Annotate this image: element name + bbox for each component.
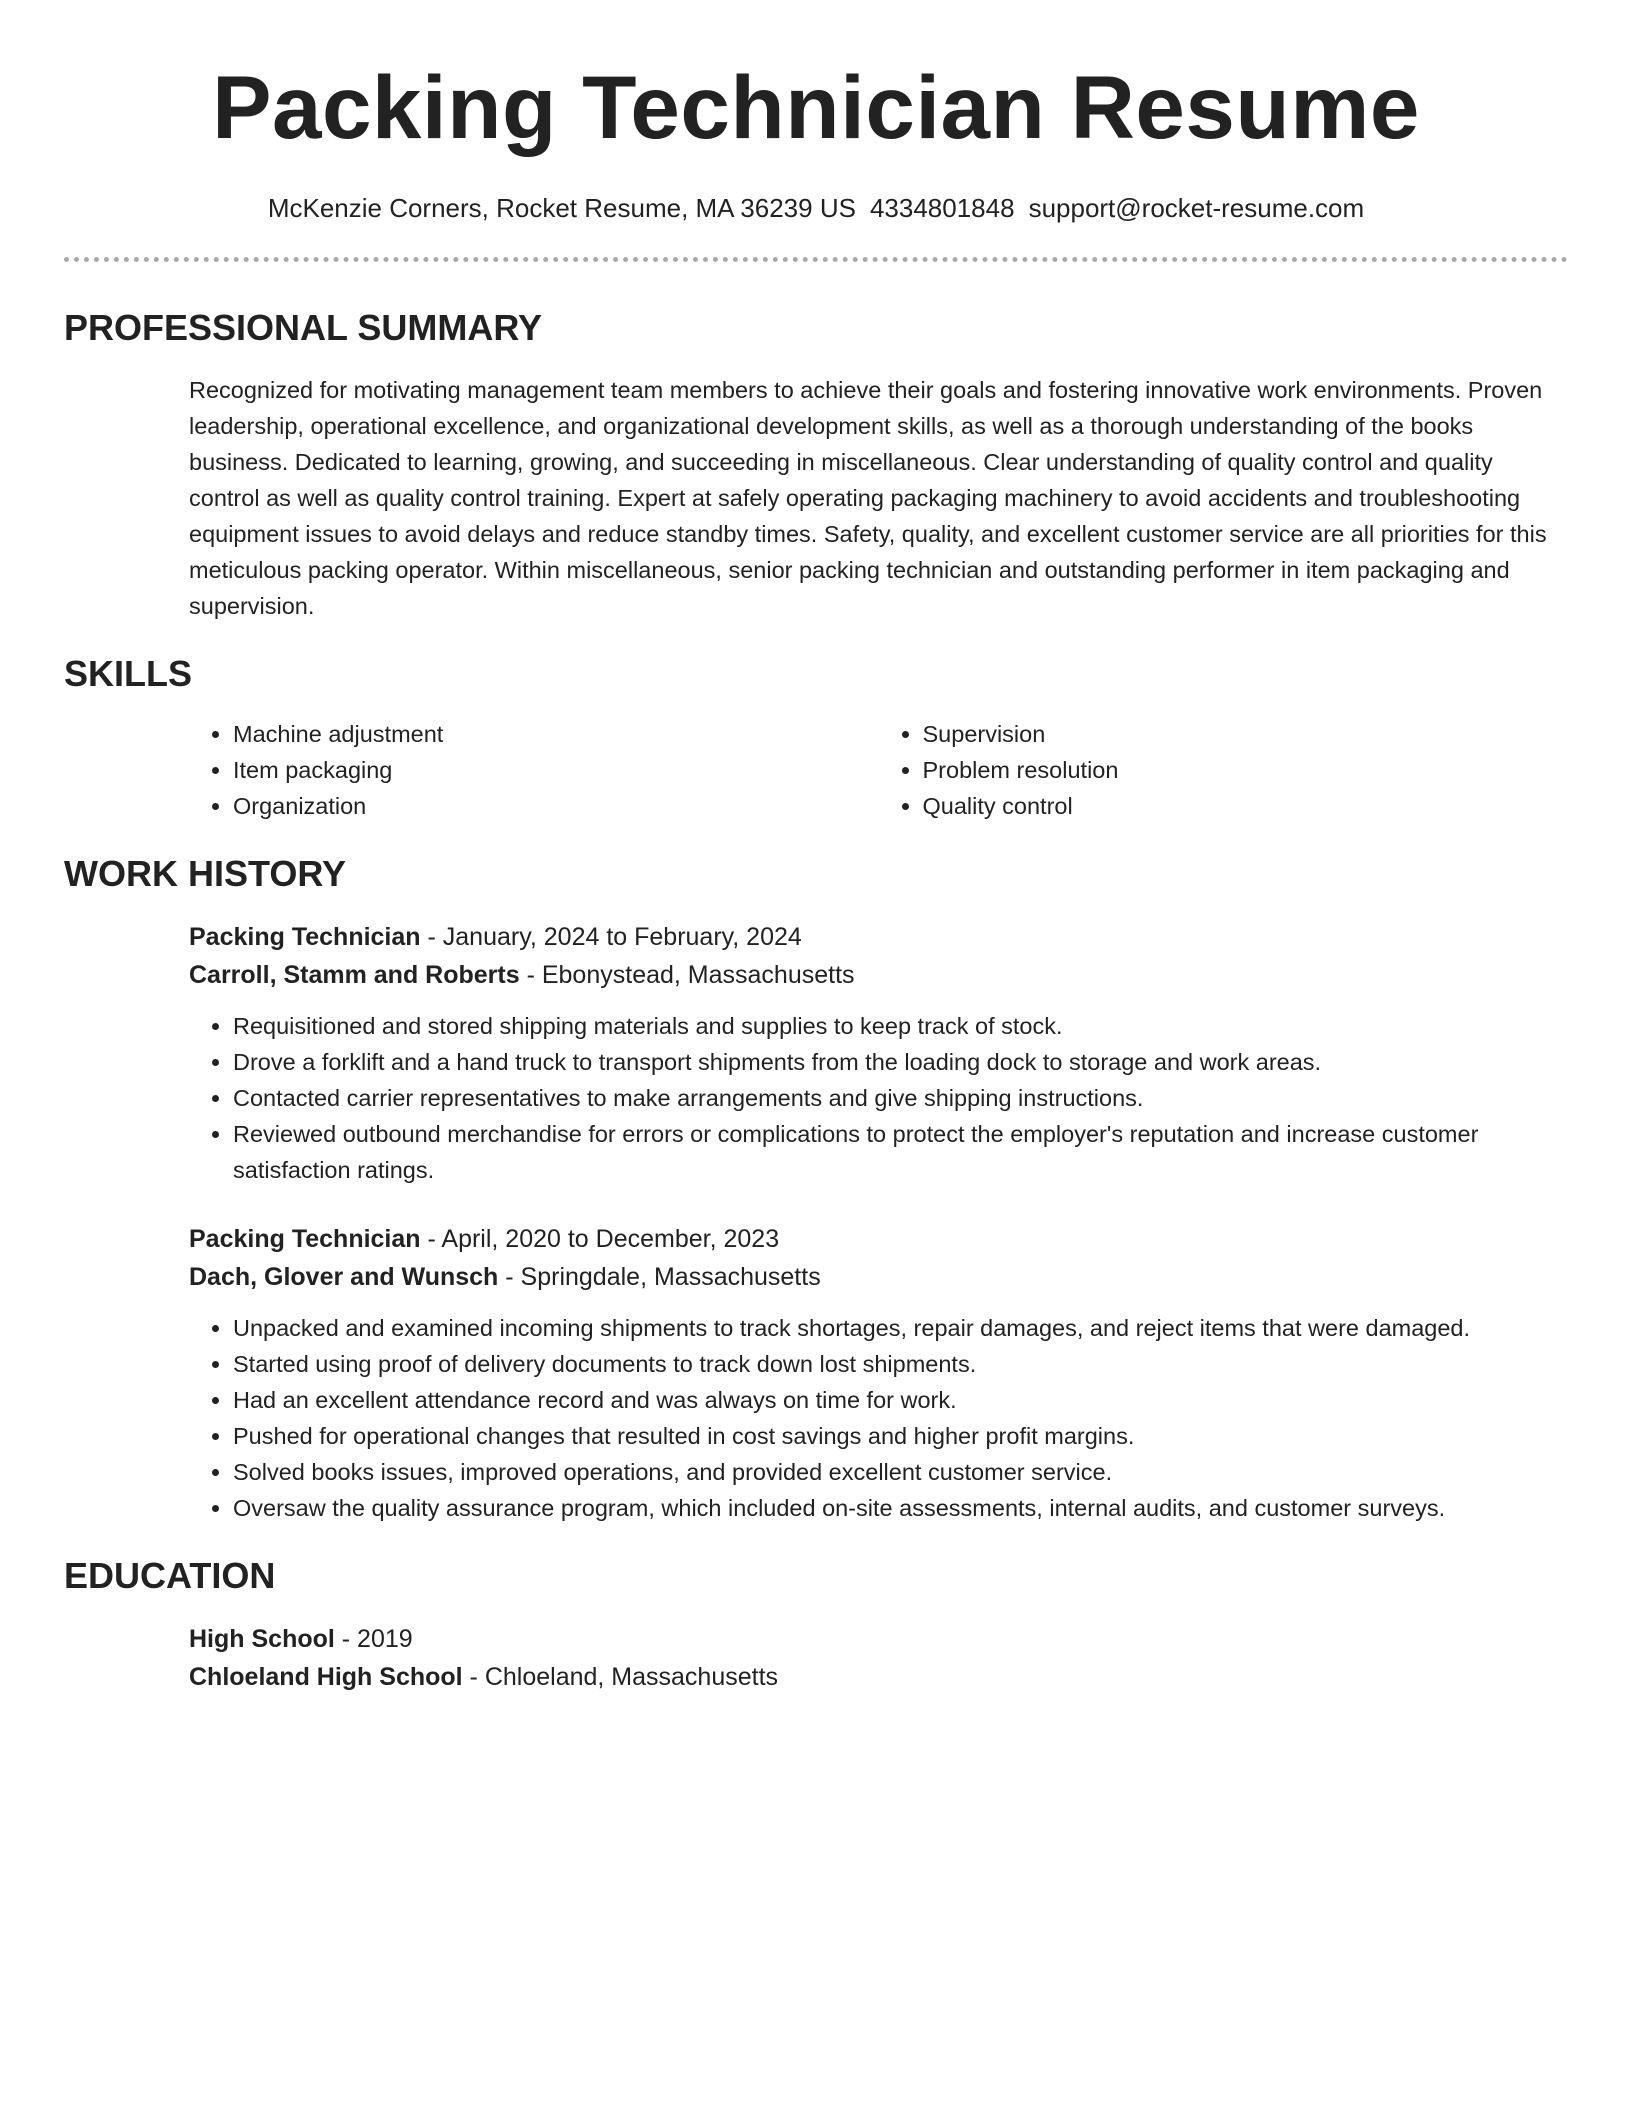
job-bullets [189,1008,1568,1188]
skill-item: • Problem resolution [923,752,1569,788]
skill-item: • Item packaging [233,752,879,788]
education-year: - 2019 [334,1625,413,1653]
summary-text: Recognized for motivating management team members to achieve their goals and fostering innovative work environments. Proven leadership, operational excellence, and organizational development skills, as well as a thorough understanding of the books business. Dedicated to learning, growing, and succeeding in miscellaneous. Clear understanding of quality control and quality control as well as quality control training. Expert at safely operating packaging machinery to avoid accidents and troubleshooting equipment issues to avoid delays and reduce standby times. Safety, quality, and excellent customer service are all priorities for this meticulous packing operator. Within miscellaneous, senior packing technician and outstanding performer in item packaging and supervision. [189,377,1547,619]
job-dates: - April, 2020 to December, 2023 [420,1225,780,1253]
job-title-line [189,1220,1568,1258]
education-degree: High School [189,1625,335,1653]
job-bullet: • Started using proof of delivery documents to track down lost shipments. [233,1346,1568,1382]
header-divider [64,257,1568,262]
resume-header [64,0,1568,226]
job-bullet: • Solved books issues, improved operations, and provided excellent customer service. [233,1454,1568,1490]
job-bullet: • Contacted carrier representatives to make arrangements and give shipping instructions. [233,1080,1568,1116]
education-entry [64,1620,1568,1696]
skill-item: • Organization [233,788,879,824]
education-school: Chloeland High School [189,1663,463,1691]
skills-list [64,716,1568,824]
contact-email: support@rocket-resume.com [1028,193,1365,223]
job-dates: - January, 2024 to February, 2024 [420,923,802,951]
job-company: Carroll, Stamm and Roberts [189,961,520,989]
job-location: - Ebonystead, Massachusetts [519,961,855,989]
skills-column-right [879,716,1569,824]
contact-address: McKenzie Corners, Rocket Resume, MA 36239 US [267,193,856,223]
job-bullets [189,1310,1568,1526]
summary-section [64,372,1568,624]
job-bullet: • Oversaw the quality assurance program, which included on-site assessments, internal audits, and customer surveys. [233,1490,1568,1526]
job-bullet: • Drove a forklift and a hand truck to transport shipments from the loading dock to storage and work areas. [233,1044,1568,1080]
job-entry [64,1220,1568,1526]
education-degree-line [189,1620,1568,1658]
resume-title: Packing Technician Resume [212,57,1420,157]
education-school-line [189,1658,1568,1696]
skill-item: • Supervision [923,716,1569,752]
job-company-line [189,1258,1568,1296]
skill-item: • Quality control [923,788,1569,824]
education-heading: EDUCATION [64,1555,276,1596]
education-location: - Chloeland, Massachusetts [462,1663,779,1691]
summary-heading: PROFESSIONAL SUMMARY [64,307,543,348]
job-location: - Springdale, Massachusetts [498,1263,821,1291]
job-title-line [189,918,1568,956]
work-history-heading: WORK HISTORY [64,853,347,894]
job-entry [64,918,1568,1188]
job-bullet: • Reviewed outbound merchandise for errors or complications to protect the employer's reputation and increase customer satisfaction ratings. [233,1116,1568,1188]
job-bullet: • Had an excellent attendance record and was always on time for work. [233,1382,1568,1418]
job-company: Dach, Glover and Wunsch [189,1263,499,1291]
job-bullet: • Pushed for operational changes that resulted in cost savings and higher profit margins. [233,1418,1568,1454]
skills-heading: SKILLS [64,653,193,694]
job-bullet: • Unpacked and examined incoming shipments to track shortages, repair damages, and reject items that were damaged. [233,1310,1568,1346]
job-bullet: • Requisitioned and stored shipping materials and supplies to keep track of stock. [233,1008,1568,1044]
contact-info [64,190,1568,226]
skills-column-left [189,716,879,824]
skill-item: • Machine adjustment [233,716,879,752]
job-role: Packing Technician [189,1225,421,1253]
job-company-line [189,956,1568,994]
job-role: Packing Technician [189,923,421,951]
contact-phone: 4334801848 [869,193,1015,223]
